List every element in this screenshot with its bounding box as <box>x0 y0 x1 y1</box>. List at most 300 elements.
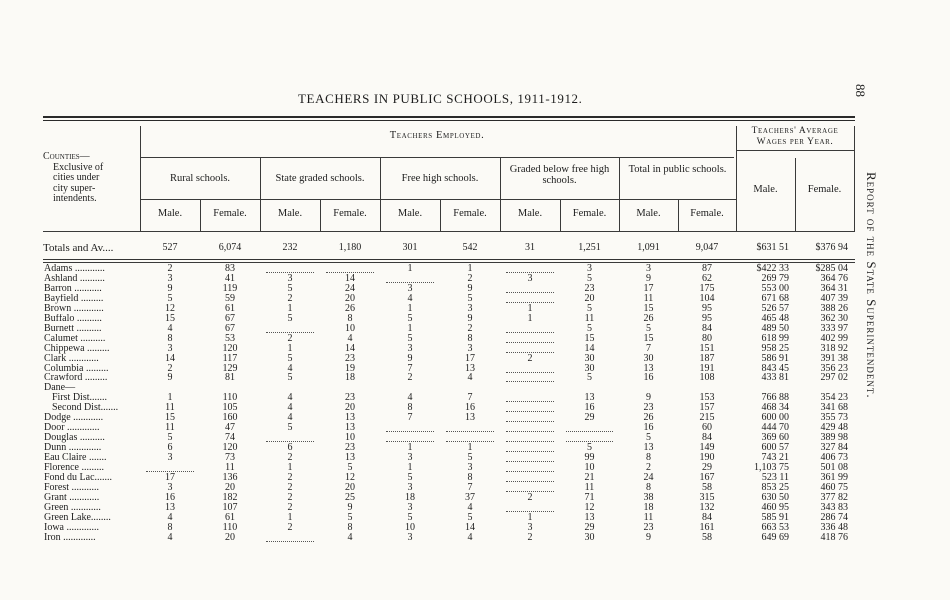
county-row-cell: 354 23 <box>820 392 848 404</box>
county-row-cell: 5 <box>587 272 592 284</box>
county-label: Douglas .......... <box>44 433 105 444</box>
county-row-cell: 333 97 <box>820 322 848 334</box>
county-label: Grant ............ <box>44 492 100 503</box>
county-row-cell: 30 <box>643 352 654 364</box>
blank-cell-dots <box>506 332 554 333</box>
blank-cell-dots <box>506 411 554 412</box>
county-row-cell: 2 <box>287 521 293 533</box>
county-row-cell: 167 <box>699 471 715 483</box>
county-row-cell: 553 00 <box>761 282 789 294</box>
male-column-header: Male. <box>636 208 661 219</box>
county-row-cell: 26 <box>643 312 654 324</box>
county-row-cell: 15 <box>165 312 175 324</box>
county-row-cell: 3 <box>407 452 413 464</box>
column-divider <box>260 158 261 232</box>
county-row-cell: 30 <box>584 362 595 374</box>
county-row-cell: 4 <box>287 402 293 414</box>
county-row-cell: 618 99 <box>761 332 789 344</box>
county-row-cell: 26 <box>345 302 355 314</box>
county-row-cell: 8 <box>167 521 173 533</box>
county-label: Bayfield ......... <box>44 293 104 304</box>
county-row-cell: 15 <box>584 332 595 344</box>
blank-cell-dots <box>266 541 314 542</box>
county-row-cell: 585 91 <box>761 511 789 523</box>
county-row-cell: 5 <box>587 322 592 334</box>
county-row-cell: 630 50 <box>761 491 789 503</box>
county-label: Dodge ............ <box>44 413 104 424</box>
county-row-cell: 853 25 <box>761 481 789 493</box>
county-row-cell: 369 60 <box>761 432 789 444</box>
county-row-cell: 16 <box>584 402 595 414</box>
header-rule <box>736 150 854 151</box>
county-row-cell: 16 <box>165 491 175 503</box>
county-row-cell: 84 <box>702 511 712 523</box>
county-row-cell: 81 <box>225 372 235 384</box>
county-row-cell: 62 <box>702 272 712 284</box>
county-row-cell: 190 <box>699 452 715 464</box>
county-row-cell: 110 <box>222 521 238 533</box>
county-row-cell: 286 74 <box>820 511 848 523</box>
counties-header: Counties— Exclusive of cities under city super- intendents. <box>43 151 104 204</box>
county-label: Columbia ......... <box>44 363 109 374</box>
page-title: TEACHERS IN PUBLIC SCHOOLS, 1911-1912. <box>298 91 583 106</box>
county-row-cell: 3 <box>587 263 592 274</box>
county-row-cell: 13 <box>584 392 595 404</box>
totals-row-cell: 527 <box>162 242 178 253</box>
county-row-cell: 47 <box>225 422 235 434</box>
county-row-cell: 3 <box>287 272 293 284</box>
county-row-cell: 67 <box>225 312 235 324</box>
female-column-header: Female. <box>572 208 607 219</box>
county-row-cell: 17 <box>465 352 475 364</box>
county-row-cell: 4 <box>287 362 293 374</box>
county-row-cell: 3 <box>646 263 651 274</box>
county-row-cell: 429 48 <box>820 422 848 434</box>
county-row-cell: 377 82 <box>820 491 848 503</box>
column-divider <box>140 126 141 232</box>
county-row-cell: 663 53 <box>761 521 789 533</box>
header-rule <box>140 199 736 200</box>
column-divider <box>500 158 501 232</box>
county-row-cell: 843 45 <box>761 362 789 374</box>
county-row-cell: 600 00 <box>761 412 789 424</box>
county-row-cell: 18 <box>345 372 355 384</box>
county-label: Burnett .......... <box>44 323 102 334</box>
county-row-cell: 87 <box>702 263 712 274</box>
county-row-cell: 5 <box>287 422 293 434</box>
county-row-cell: 5 <box>587 302 592 314</box>
county-row-cell: 9 <box>407 352 413 364</box>
county-row-cell: 2 <box>287 491 293 503</box>
column-divider <box>854 126 855 232</box>
county-row-cell: 175 <box>699 282 715 294</box>
county-label: Second Dist....... <box>52 403 119 414</box>
county-label: Chippewa ......... <box>44 343 110 354</box>
column-divider <box>440 200 441 232</box>
county-row-cell: 2 <box>287 481 293 493</box>
county-row-cell: 2 <box>287 292 293 304</box>
county-row-cell: 526 57 <box>761 302 789 314</box>
county-row-cell: 4 <box>467 531 473 543</box>
county-label: Eau Claire ....... <box>44 453 107 464</box>
county-row-cell: 364 31 <box>820 282 848 294</box>
county-row-cell: 8 <box>347 312 353 324</box>
county-row-cell: 5 <box>587 372 592 384</box>
county-row-cell: 80 <box>702 332 712 344</box>
county-row-cell: 119 <box>222 282 238 294</box>
county-row-cell: 2 <box>287 332 293 344</box>
county-row-cell: 20 <box>225 531 235 543</box>
county-row-cell: 14 <box>165 352 175 364</box>
county-row-cell: 12 <box>345 471 355 483</box>
county-row-cell: 958 25 <box>761 342 789 354</box>
county-row-cell: 17 <box>165 471 175 483</box>
subgroup-header: State graded schools. <box>275 173 365 184</box>
county-row-cell: 388 26 <box>820 302 848 314</box>
header-rule <box>43 231 855 232</box>
county-row-cell: 2 <box>407 372 413 384</box>
blank-cell-dots <box>506 481 554 482</box>
county-row-cell: 465 48 <box>761 312 789 324</box>
county-row-cell: 3 <box>407 481 413 493</box>
county-row-cell: 1 <box>407 263 413 274</box>
county-row-cell: 586 91 <box>761 352 789 364</box>
county-row-cell: 10 <box>405 521 415 533</box>
county-row-cell: 13 <box>345 452 355 464</box>
county-row-cell: 3 <box>167 452 173 464</box>
county-row-cell: $285 04 <box>815 263 848 274</box>
county-row-cell: 182 <box>222 491 238 503</box>
county-row-cell: 1 <box>407 462 413 473</box>
county-row-cell: 23 <box>345 442 355 454</box>
totals-row-cell: $631 51 <box>756 242 789 253</box>
county-row-cell: 15 <box>165 412 175 424</box>
county-row-cell: 501 08 <box>820 462 848 473</box>
county-row-cell: 3 <box>167 272 173 284</box>
county-row-cell: 9 <box>467 312 473 324</box>
county-label: Buffalo .......... <box>44 313 102 324</box>
totals-rule <box>43 262 855 263</box>
county-row-cell: 1,103 75 <box>754 462 789 473</box>
county-row-cell: 20 <box>345 292 355 304</box>
county-row-cell: 4 <box>347 332 353 344</box>
county-row-cell: 24 <box>643 471 654 483</box>
totals-row-cell: 1,091 <box>637 242 660 253</box>
county-row-cell: 95 <box>702 312 712 324</box>
county-row-cell: 157 <box>699 402 715 414</box>
county-row-cell: 23 <box>345 352 355 364</box>
county-row-cell: 13 <box>345 412 355 424</box>
county-row-cell: 343 83 <box>820 501 848 513</box>
county-row-cell: 110 <box>222 392 238 404</box>
county-row-cell: 129 <box>222 362 238 374</box>
blank-cell-dots <box>506 421 554 422</box>
teachers-employed-header: Teachers Employed. <box>389 130 485 141</box>
county-row-cell: 60 <box>702 422 712 434</box>
county-row-cell: 14 <box>345 342 355 354</box>
county-row-cell: 362 30 <box>820 312 848 324</box>
county-row-cell: 23 <box>584 282 595 294</box>
county-row-cell: 3 <box>407 342 413 354</box>
county-label: Calumet .......... <box>44 333 106 344</box>
county-row-cell: 671 68 <box>761 292 789 304</box>
county-row-cell: 318 92 <box>820 342 848 354</box>
column-divider <box>320 200 321 232</box>
county-label: Dunn ............. <box>44 443 102 454</box>
county-row-cell: 18 <box>643 501 654 513</box>
county-row-cell: 336 48 <box>820 521 848 533</box>
county-row-cell: 1 <box>527 312 533 324</box>
county-row-cell: 8 <box>467 471 473 483</box>
county-row-cell: 59 <box>225 292 235 304</box>
county-row-cell: 10 <box>584 462 595 473</box>
male-column-header: Male. <box>397 208 423 219</box>
county-row-cell: 460 95 <box>761 501 789 513</box>
county-row-cell: 2 <box>287 471 293 483</box>
county-label: First Dist....... <box>52 393 108 404</box>
county-row-cell: 136 <box>222 471 238 483</box>
county-row-cell: 16 <box>643 372 654 384</box>
county-label: Green ............ <box>44 502 101 513</box>
county-row-cell: 7 <box>646 342 651 354</box>
county-label: Barron ........... <box>44 283 102 294</box>
male-column-header: Male. <box>517 208 543 219</box>
county-row-cell: 71 <box>584 491 595 503</box>
county-row-cell: 8 <box>646 481 651 493</box>
county-row-cell: 19 <box>345 362 355 374</box>
county-row-cell: 5 <box>287 282 293 294</box>
county-row-cell: 73 <box>225 452 235 464</box>
county-row-cell: 13 <box>465 362 475 374</box>
female-column-header: Female. <box>690 208 724 219</box>
blank-cell-dots <box>506 461 554 462</box>
county-row-cell: 58 <box>702 481 712 493</box>
county-row-cell: 1 <box>467 263 473 274</box>
county-row-cell: 4 <box>287 392 293 404</box>
county-row-cell: 5 <box>646 322 651 334</box>
column-divider <box>200 200 201 232</box>
county-row-cell: 489 50 <box>761 322 789 334</box>
county-row-cell: 355 73 <box>820 412 848 424</box>
county-row-cell: 5 <box>467 511 473 523</box>
county-row-cell: 327 84 <box>820 442 848 454</box>
county-row-cell: 5 <box>167 292 173 304</box>
county-row-cell: 2 <box>167 263 173 274</box>
county-row-cell: 3 <box>167 342 173 354</box>
blank-cell-dots <box>506 381 554 382</box>
county-row-cell: 20 <box>345 402 355 414</box>
county-row-cell: 13 <box>584 511 595 523</box>
county-row-cell: 14 <box>345 272 355 284</box>
county-row-cell: 11 <box>584 312 595 324</box>
column-divider <box>795 158 796 232</box>
county-row-cell: 5 <box>167 432 173 444</box>
county-label: Forest ........... <box>44 482 99 493</box>
county-row-cell: 26 <box>643 412 654 424</box>
county-row-cell: 83 <box>225 263 235 274</box>
totals-label: Totals and Av.... <box>43 242 114 254</box>
county-label: Dane— <box>44 383 76 394</box>
column-divider <box>560 200 561 232</box>
blank-cell-dots <box>506 401 554 402</box>
county-row-cell: 74 <box>225 432 235 444</box>
county-row-cell: 2 <box>287 452 293 464</box>
county-row-cell: 3 <box>527 272 533 284</box>
county-row-cell: 6 <box>287 442 293 454</box>
county-row-cell: 37 <box>465 491 475 503</box>
county-row-cell: 53 <box>225 332 235 344</box>
county-label: Fond du Lac....... <box>44 472 113 483</box>
county-row-cell: 23 <box>643 402 654 414</box>
county-row-cell: 10 <box>345 432 355 444</box>
county-row-cell: 11 <box>584 481 595 493</box>
county-row-cell: 11 <box>225 462 235 473</box>
county-row-cell: 17 <box>643 282 654 294</box>
county-row-cell: 402 99 <box>820 332 848 344</box>
blank-cell-dots <box>506 451 554 452</box>
county-row-cell: 4 <box>167 511 173 523</box>
county-row-cell: 297 02 <box>820 372 848 384</box>
county-row-cell: 11 <box>165 402 175 414</box>
subgroup-header: Graded below free high schools. <box>509 164 610 186</box>
county-row-cell: 4 <box>167 322 173 334</box>
county-row-cell: 356 23 <box>820 362 848 374</box>
county-row-cell: 3 <box>467 302 473 314</box>
county-label: Florence ......... <box>44 463 104 473</box>
blank-cell-dots <box>506 471 554 472</box>
county-row-cell: 433 81 <box>761 372 789 384</box>
county-row-cell: 460 75 <box>820 481 848 493</box>
county-row-cell: 20 <box>345 481 355 493</box>
county-row-cell: 30 <box>584 352 595 364</box>
female-column-header: Female. <box>453 208 487 219</box>
county-row-cell: 5 <box>347 462 353 473</box>
county-row-cell: 160 <box>222 412 238 424</box>
county-row-cell: 1 <box>527 511 533 523</box>
county-label: Ashland .......... <box>44 273 105 284</box>
county-row-cell: 3 <box>407 501 413 513</box>
county-row-cell: 12 <box>165 302 175 314</box>
county-row-cell: 8 <box>167 332 173 344</box>
county-row-cell: 2 <box>287 501 293 513</box>
county-row-cell: 3 <box>467 342 473 354</box>
county-row-cell: 13 <box>465 412 475 424</box>
county-row-cell: 191 <box>699 362 715 374</box>
county-row-cell: 4 <box>467 372 473 384</box>
county-row-cell: 8 <box>467 332 473 344</box>
wage-female-header: Female. <box>807 184 842 195</box>
county-label: Green Lake........ <box>44 512 111 523</box>
county-row-cell: 5 <box>287 312 293 324</box>
county-row-cell: 41 <box>225 272 235 284</box>
county-row-cell: 3 <box>167 481 173 493</box>
totals-row-cell: 301 <box>402 242 418 253</box>
county-row-cell: 9 <box>646 272 651 284</box>
county-row-cell: 14 <box>584 342 595 354</box>
male-column-header: Male. <box>157 208 183 219</box>
county-row-cell: 9 <box>167 282 173 294</box>
county-row-cell: 1 <box>167 392 173 404</box>
county-row-cell: 468 34 <box>761 402 789 414</box>
county-row-cell: 16 <box>465 402 475 414</box>
county-row-cell: 341 68 <box>820 402 848 414</box>
county-row-cell: 84 <box>702 432 712 444</box>
county-row-cell: 5 <box>407 332 413 344</box>
totals-row-cell: $376 94 <box>815 242 848 253</box>
column-divider <box>678 200 679 232</box>
county-label: Door ............. <box>44 423 100 434</box>
county-row-cell: 104 <box>699 292 715 304</box>
county-row-cell: 29 <box>584 521 595 533</box>
county-row-cell: $422 33 <box>756 263 789 274</box>
county-row-cell: 8 <box>407 402 413 414</box>
running-side-title: Report of the State Superintendent. <box>864 172 879 399</box>
county-row-cell: 13 <box>643 362 654 374</box>
county-row-cell: 7 <box>467 392 473 404</box>
county-row-cell: 3 <box>407 282 413 294</box>
totals-row-cell: 6,074 <box>218 242 242 253</box>
county-row-cell: 2 <box>646 462 651 473</box>
county-row-cell: 4 <box>347 531 353 543</box>
county-row-cell: 5 <box>467 292 473 304</box>
subgroup-header: Free high schools. <box>401 173 479 184</box>
county-row-cell: 5 <box>587 442 592 454</box>
column-divider <box>380 158 381 232</box>
county-row-cell: 132 <box>699 501 715 513</box>
county-row-cell: 2 <box>527 491 533 503</box>
totals-row-cell: 232 <box>282 242 298 253</box>
county-row-cell: 315 <box>699 491 715 503</box>
county-row-cell: 1 <box>407 302 413 314</box>
county-row-cell: 84 <box>702 322 712 334</box>
subgroup-header: Total in public schools. <box>628 164 727 175</box>
county-row-cell: 5 <box>646 432 651 444</box>
county-row-cell: 161 <box>699 521 715 533</box>
county-row-cell: 23 <box>643 521 654 533</box>
county-row-cell: 13 <box>165 501 175 513</box>
county-row-cell: 67 <box>225 322 235 334</box>
county-row-cell: 108 <box>699 372 715 384</box>
county-row-cell: 2 <box>167 362 173 374</box>
county-row-cell: 18 <box>405 491 415 503</box>
county-row-cell: 151 <box>699 342 715 354</box>
county-row-cell: 4 <box>287 412 293 424</box>
county-row-cell: 8 <box>646 452 651 464</box>
county-row-cell: 2 <box>467 272 473 284</box>
county-row-cell: 12 <box>584 501 595 513</box>
blank-cell-dots <box>566 431 613 432</box>
blank-cell-dots <box>506 431 554 432</box>
county-row-cell: 9 <box>347 501 353 513</box>
county-row-cell: 1 <box>287 462 293 473</box>
totals-rule <box>43 259 855 260</box>
county-label: Iowa ............. <box>44 522 99 533</box>
column-divider <box>619 158 620 232</box>
county-row-cell: 5 <box>287 372 293 384</box>
blank-cell-dots <box>446 431 494 432</box>
county-row-cell: 61 <box>225 302 235 314</box>
county-row-cell: 406 73 <box>820 452 848 464</box>
county-row-cell: 1 <box>527 302 533 314</box>
county-row-cell: 105 <box>222 402 238 414</box>
county-row-cell: 11 <box>643 292 654 304</box>
county-row-cell: 1 <box>467 442 473 454</box>
county-row-cell: 600 57 <box>761 442 789 454</box>
county-row-cell: 389 98 <box>820 432 848 444</box>
county-row-cell: 5 <box>407 511 413 523</box>
county-row-cell: 5 <box>407 471 413 483</box>
county-row-cell: 13 <box>643 442 654 454</box>
